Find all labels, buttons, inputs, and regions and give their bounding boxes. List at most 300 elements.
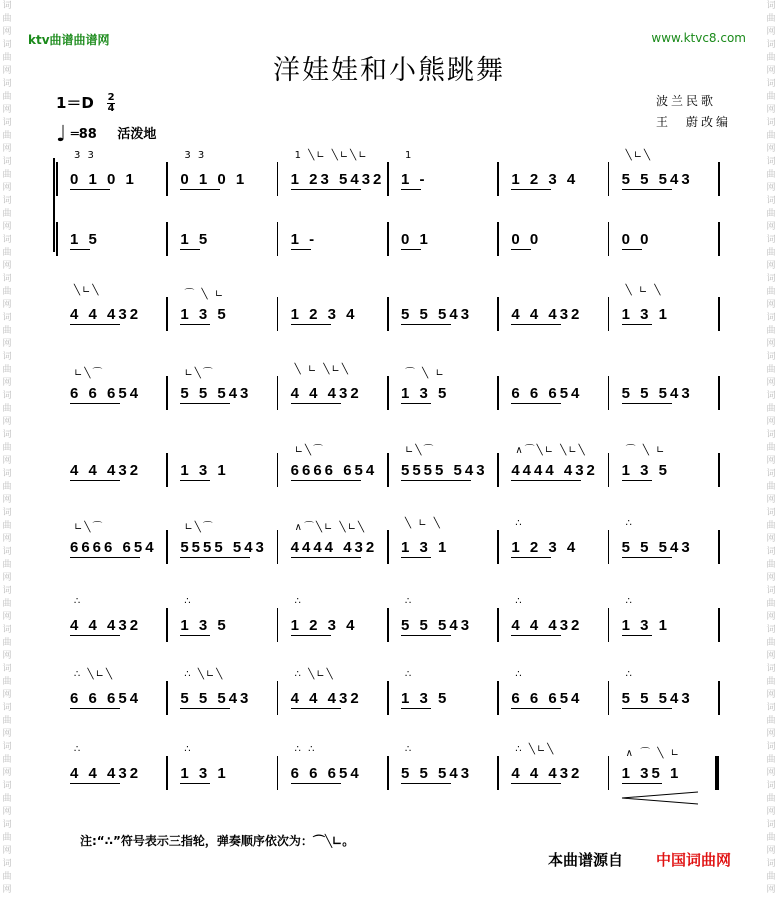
watermark-char: 词	[2, 664, 12, 674]
watermark-char: 词	[2, 196, 12, 206]
beam-underline	[401, 480, 471, 481]
watermark-char: 网	[766, 144, 776, 154]
watermark-char: 曲	[2, 521, 12, 531]
barline	[387, 530, 389, 564]
watermark-char: 词	[2, 508, 12, 518]
site-brand-left[interactable]: ktv曲谱曲谱网	[28, 33, 110, 47]
measure-notes: 0 1	[401, 230, 431, 248]
watermark-char: 曲	[766, 287, 776, 297]
fingering-mark: ∴	[405, 596, 414, 607]
measure	[70, 681, 160, 715]
watermark-char: 曲	[2, 53, 12, 63]
measure-notes: 4 4 432	[290, 689, 362, 707]
watermark-char: 曲	[2, 131, 12, 141]
left-watermark-column	[0, 0, 14, 898]
measure	[511, 681, 601, 715]
watermark-char: 曲	[2, 599, 12, 609]
beam-underline	[70, 635, 120, 636]
measure	[180, 756, 270, 790]
beam-underline	[622, 480, 652, 481]
beam-underline	[401, 635, 451, 636]
watermark-char: 词	[2, 79, 12, 89]
watermark-char: 曲	[766, 599, 776, 609]
watermark-char: 网	[2, 534, 12, 544]
measure	[511, 756, 601, 790]
barline	[166, 222, 168, 256]
key-signature	[56, 92, 115, 114]
fingering-mark: ∴ ╲∟╲	[294, 669, 335, 680]
measure-notes: 6 6 654	[70, 689, 142, 707]
measure	[291, 756, 381, 790]
beam-underline	[511, 557, 551, 558]
watermark-char: 词	[2, 703, 12, 713]
barline	[387, 222, 389, 256]
beam-underline	[622, 189, 672, 190]
watermark-char: 曲	[2, 248, 12, 258]
barline	[166, 453, 168, 487]
watermark-char: 网	[766, 573, 776, 583]
measure-notes: 6666 654	[290, 461, 378, 479]
watermark-char: 词	[766, 547, 776, 557]
watermark-char: 曲	[2, 365, 12, 375]
watermark-char: 曲	[2, 326, 12, 336]
watermark-char: 曲	[766, 404, 776, 414]
measure-notes: 1 2 3 4	[290, 616, 358, 634]
beam-underline	[70, 557, 140, 558]
decrescendo-hairpin	[620, 790, 700, 806]
barline	[166, 297, 168, 331]
watermark-char: 词	[2, 859, 12, 869]
site-brand-right[interactable]: www.ktvc8.com	[651, 31, 746, 45]
barline	[608, 453, 610, 487]
barline	[497, 376, 499, 410]
barline	[608, 162, 610, 196]
measure	[401, 681, 491, 715]
watermark-char: 词	[2, 469, 12, 479]
watermark-char: 曲	[766, 872, 776, 882]
measure-notes: 5 5 543	[180, 384, 252, 402]
watermark-char: 曲	[2, 872, 12, 882]
fingering-mark: ∧ ⌒ ╲ ∟	[625, 748, 681, 759]
fingering-mark: ∴	[184, 596, 193, 607]
tempo-marking	[56, 122, 156, 147]
score-line-3	[56, 364, 726, 416]
watermark-char: 词	[766, 313, 776, 323]
watermark-char: 网	[766, 495, 776, 505]
watermark-char: 词	[2, 820, 12, 830]
meter-top: 2	[107, 92, 115, 103]
beam-underline	[511, 403, 561, 404]
fingering-mark: ∴	[294, 596, 304, 607]
fingering-mark: ∧⌒╲∟ ╲∟╲	[515, 445, 587, 456]
meter-bottom: 4	[107, 103, 115, 114]
measure	[511, 453, 601, 487]
barline	[387, 162, 389, 196]
watermark-char: 曲	[2, 14, 12, 24]
barline	[497, 681, 499, 715]
fingering-mark: ∟╲⌒	[74, 522, 105, 533]
watermark-char: 网	[2, 378, 12, 388]
barline	[387, 297, 389, 331]
fingering-mark: ∴ ╲∟╲	[74, 669, 114, 680]
watermark-char: 网	[2, 651, 12, 661]
watermark-char: 网	[766, 690, 776, 700]
watermark-char: 词	[766, 742, 776, 752]
measure-notes: 1 35 1	[621, 764, 682, 782]
watermark-char: 词	[766, 469, 776, 479]
measure-notes: 1 3 5	[621, 461, 671, 479]
watermark-char: 网	[766, 183, 776, 193]
score-line-2	[56, 285, 726, 337]
watermark-char: 曲	[2, 482, 12, 492]
watermark-char: 词	[766, 274, 776, 284]
watermark-char: 曲	[766, 482, 776, 492]
watermark-char: 曲	[766, 560, 776, 570]
measure	[511, 297, 601, 331]
measure	[401, 608, 491, 642]
barline	[166, 756, 168, 790]
watermark-char: 词	[2, 157, 12, 167]
source-site-link[interactable]: 中国词曲网	[656, 851, 732, 869]
measure-notes: 4 4 432	[511, 616, 583, 634]
barline	[497, 453, 499, 487]
barline	[277, 453, 279, 487]
measure-notes: 0 1 0 1	[70, 170, 137, 188]
fingering-mark: ∴	[74, 744, 83, 755]
watermark-char: 曲	[766, 53, 776, 63]
beam-underline	[622, 783, 662, 784]
measure	[290, 162, 385, 196]
measure-notes: 5 5 543	[621, 689, 693, 707]
score-line-7	[56, 669, 726, 721]
measure-notes: 1 3 1	[621, 616, 671, 634]
watermark-char: 曲	[766, 794, 776, 804]
measure	[622, 222, 712, 256]
fingering-mark: ∟╲⌒	[184, 522, 215, 533]
measure	[622, 453, 712, 487]
barline	[608, 530, 610, 564]
measure	[622, 530, 712, 564]
beam-underline	[622, 324, 652, 325]
watermark-char: 词	[2, 430, 12, 440]
watermark-char: 词	[766, 703, 776, 713]
measure	[70, 756, 160, 790]
measure	[70, 222, 160, 256]
measure-notes: 5555 543	[401, 461, 488, 479]
watermark-char: 词	[766, 586, 776, 596]
measure-notes: 1 3 5	[401, 689, 450, 707]
watermark-char: 网	[766, 885, 776, 895]
fingering-mark: ╲∟╲	[74, 285, 101, 296]
watermark-char: 曲	[766, 755, 776, 765]
beam-underline	[291, 783, 341, 784]
expression-marking: 活泼地	[117, 127, 157, 142]
arranger-credit: 王 蔚改编	[656, 115, 732, 129]
fingering-mark: ╲ ∟ ╲	[405, 518, 442, 529]
beam-underline	[401, 557, 431, 558]
beam-underline	[511, 249, 531, 250]
measure-notes: 4 4 432	[70, 461, 142, 479]
watermark-char: 网	[2, 144, 12, 154]
watermark-char: 网	[766, 534, 776, 544]
watermark-char: 词	[2, 118, 12, 128]
fingering-mark: ∴ ╲∟╲	[515, 744, 556, 755]
measure	[291, 681, 381, 715]
watermark-char: 网	[2, 495, 12, 505]
watermark-char: 网	[2, 612, 12, 622]
watermark-char: 词	[2, 391, 12, 401]
barline	[608, 222, 610, 256]
watermark-char: 网	[766, 378, 776, 388]
watermark-char: 曲	[2, 560, 12, 570]
barline	[387, 453, 389, 487]
beam-underline	[180, 403, 230, 404]
measure-notes: 1 5	[70, 230, 100, 248]
measure	[291, 453, 381, 487]
watermark-char: 词	[766, 352, 776, 362]
score-line-6	[56, 596, 726, 648]
measure-notes: 1 2 3 4	[511, 170, 579, 188]
barline	[166, 530, 168, 564]
score-line-5	[56, 518, 726, 570]
beam-underline	[622, 249, 642, 250]
measure	[291, 530, 381, 564]
watermark-char: 词	[2, 274, 12, 284]
measure	[70, 376, 160, 410]
watermark-char: 词	[766, 118, 776, 128]
watermark-char: 词	[766, 859, 776, 869]
fingering-mark: ∴	[625, 669, 635, 680]
measure-notes: 4 4 432	[511, 305, 583, 323]
watermark-char: 词	[766, 235, 776, 245]
fingering-mark: ∴	[405, 744, 414, 755]
beam-underline	[180, 783, 210, 784]
measure-notes: 6 6 654	[511, 384, 583, 402]
barline	[608, 756, 610, 790]
beam-underline	[622, 557, 672, 558]
barline	[718, 376, 720, 410]
watermark-char: 曲	[766, 638, 776, 648]
fingering-mark: ⌒ ╲ ∟	[405, 368, 446, 379]
watermark-char: 网	[2, 66, 12, 76]
barline	[277, 608, 279, 642]
measure-notes: 1 3 5	[180, 616, 229, 634]
watermark-char: 词	[2, 1, 12, 11]
watermark-char: 网	[2, 456, 12, 466]
watermark-char: 词	[766, 157, 776, 167]
watermark-char: 网	[2, 690, 12, 700]
measure	[511, 530, 601, 564]
watermark-char: 曲	[766, 716, 776, 726]
beam-underline	[180, 557, 250, 558]
measure	[622, 376, 712, 410]
watermark-char: 网	[766, 261, 776, 271]
watermark-char: 网	[2, 573, 12, 583]
watermark-char: 词	[2, 313, 12, 323]
measure	[180, 162, 270, 196]
watermark-char: 网	[2, 222, 12, 232]
beam-underline	[180, 635, 210, 636]
watermark-char: 网	[766, 27, 776, 37]
watermark-char: 曲	[766, 92, 776, 102]
beam-underline	[70, 249, 90, 250]
source-label: 本曲谱源自	[548, 851, 624, 869]
barline	[497, 530, 499, 564]
beam-underline	[70, 324, 120, 325]
measure	[622, 162, 712, 196]
barline	[277, 376, 279, 410]
measure	[401, 297, 491, 331]
watermark-char: 网	[2, 807, 12, 817]
watermark-char: 曲	[766, 326, 776, 336]
barline	[277, 681, 279, 715]
measure	[622, 681, 712, 715]
watermark-char: 网	[2, 768, 12, 778]
barline	[277, 756, 279, 790]
score-title: 洋娃娃和小熊跳舞	[273, 55, 505, 86]
measure-notes: 5 5 543	[180, 689, 252, 707]
barline	[277, 162, 279, 196]
measure-notes: 4 4 432	[290, 384, 362, 402]
song-origin: 波兰民歌	[656, 94, 717, 108]
watermark-char: 曲	[766, 14, 776, 24]
barline	[715, 756, 719, 790]
watermark-char: 曲	[766, 365, 776, 375]
beam-underline	[622, 708, 672, 709]
watermark-char: 曲	[2, 677, 12, 687]
barline	[497, 297, 499, 331]
barline	[56, 222, 58, 256]
measure-notes: 5 5 543	[621, 384, 693, 402]
beam-underline	[511, 708, 561, 709]
measure-notes: 4444 432	[511, 461, 598, 479]
watermark-char: 词	[766, 508, 776, 518]
watermark-char: 曲	[2, 209, 12, 219]
fingering-mark: ∴	[515, 596, 524, 607]
watermark-char: 曲	[766, 170, 776, 180]
watermark-char: 词	[766, 430, 776, 440]
barline	[277, 530, 279, 564]
beam-underline	[401, 783, 451, 784]
beam-underline	[291, 557, 361, 558]
measure	[180, 222, 270, 256]
barline	[497, 222, 499, 256]
beam-underline	[401, 249, 421, 250]
beam-underline	[511, 189, 551, 190]
fingering-mark: ∟╲⌒	[184, 368, 215, 379]
watermark-char: 词	[2, 40, 12, 50]
barline	[608, 376, 610, 410]
measure	[180, 376, 270, 410]
measure	[511, 162, 601, 196]
tempo-value: ═88	[70, 127, 97, 142]
barline	[497, 162, 499, 196]
measure-notes: 1 2 3 4	[290, 305, 358, 323]
beam-underline	[511, 783, 561, 784]
score-line-4	[56, 445, 726, 493]
beam-underline	[401, 403, 431, 404]
measure	[622, 297, 712, 331]
fingering-mark: ∴ ∴	[294, 744, 317, 755]
measure	[511, 376, 601, 410]
measure	[70, 530, 160, 564]
barline	[718, 530, 720, 564]
watermark-char: 词	[766, 820, 776, 830]
watermark-char: 网	[766, 807, 776, 817]
measure-notes: 5 5 543	[621, 170, 693, 188]
measure-notes: 5 5 543	[401, 764, 473, 782]
right-watermark-column	[764, 0, 778, 898]
watermark-char: 网	[2, 300, 12, 310]
watermark-char: 网	[2, 261, 12, 271]
fingering-mark: ╲∟╲	[625, 150, 653, 161]
time-signature	[107, 93, 115, 114]
fingering-mark: ∴ ╲∟╲	[184, 669, 225, 680]
barline	[387, 376, 389, 410]
barline	[56, 162, 58, 196]
measure	[291, 608, 381, 642]
watermark-char: 曲	[2, 92, 12, 102]
measure	[401, 162, 491, 196]
watermark-char: 曲	[766, 209, 776, 219]
measure-notes: 1 3 5	[401, 384, 450, 402]
fingering-mark: ∴	[515, 518, 524, 529]
beam-underline	[70, 783, 120, 784]
watermark-char: 词	[2, 352, 12, 362]
beam-underline	[401, 189, 421, 190]
key-label: 1＝D	[56, 94, 94, 112]
watermark-char: 曲	[2, 755, 12, 765]
watermark-char: 词	[766, 664, 776, 674]
measure	[70, 162, 160, 196]
watermark-char: 网	[766, 768, 776, 778]
beam-underline	[401, 324, 451, 325]
watermark-char: 词	[766, 1, 776, 11]
beam-underline	[291, 249, 311, 250]
measure	[180, 297, 270, 331]
watermark-char: 词	[766, 781, 776, 791]
fingering-mark: ∟╲⌒	[74, 368, 105, 379]
measure	[180, 681, 270, 715]
barline	[277, 297, 279, 331]
watermark-char: 网	[2, 27, 12, 37]
measure	[511, 608, 601, 642]
measure	[180, 530, 270, 564]
watermark-char: 曲	[766, 521, 776, 531]
fingering-mark: ∴	[625, 518, 635, 529]
footnote: 注:“∴”符号表示三指轮，弹奏顺序依次为：⌒╲∟。	[80, 834, 355, 848]
barline	[387, 608, 389, 642]
watermark-char: 网	[766, 66, 776, 76]
measure	[401, 222, 491, 256]
beam-underline	[291, 403, 341, 404]
beam-underline	[180, 480, 210, 481]
watermark-char: 网	[766, 339, 776, 349]
barline	[166, 376, 168, 410]
measure-notes: 5 5 543	[401, 305, 473, 323]
measure-notes: 1 3 1	[180, 461, 229, 479]
watermark-char: 曲	[2, 794, 12, 804]
beam-underline	[180, 708, 230, 709]
fingering-mark: ⌒ ╲ ∟	[184, 289, 226, 300]
measure-notes: 6 6 654	[290, 764, 362, 782]
watermark-char: 网	[2, 105, 12, 115]
beam-underline	[291, 480, 361, 481]
watermark-char: 词	[2, 781, 12, 791]
measure-notes: 0 1 0 1	[180, 170, 248, 188]
watermark-char: 网	[766, 729, 776, 739]
measure-notes: 6 6 654	[511, 689, 583, 707]
